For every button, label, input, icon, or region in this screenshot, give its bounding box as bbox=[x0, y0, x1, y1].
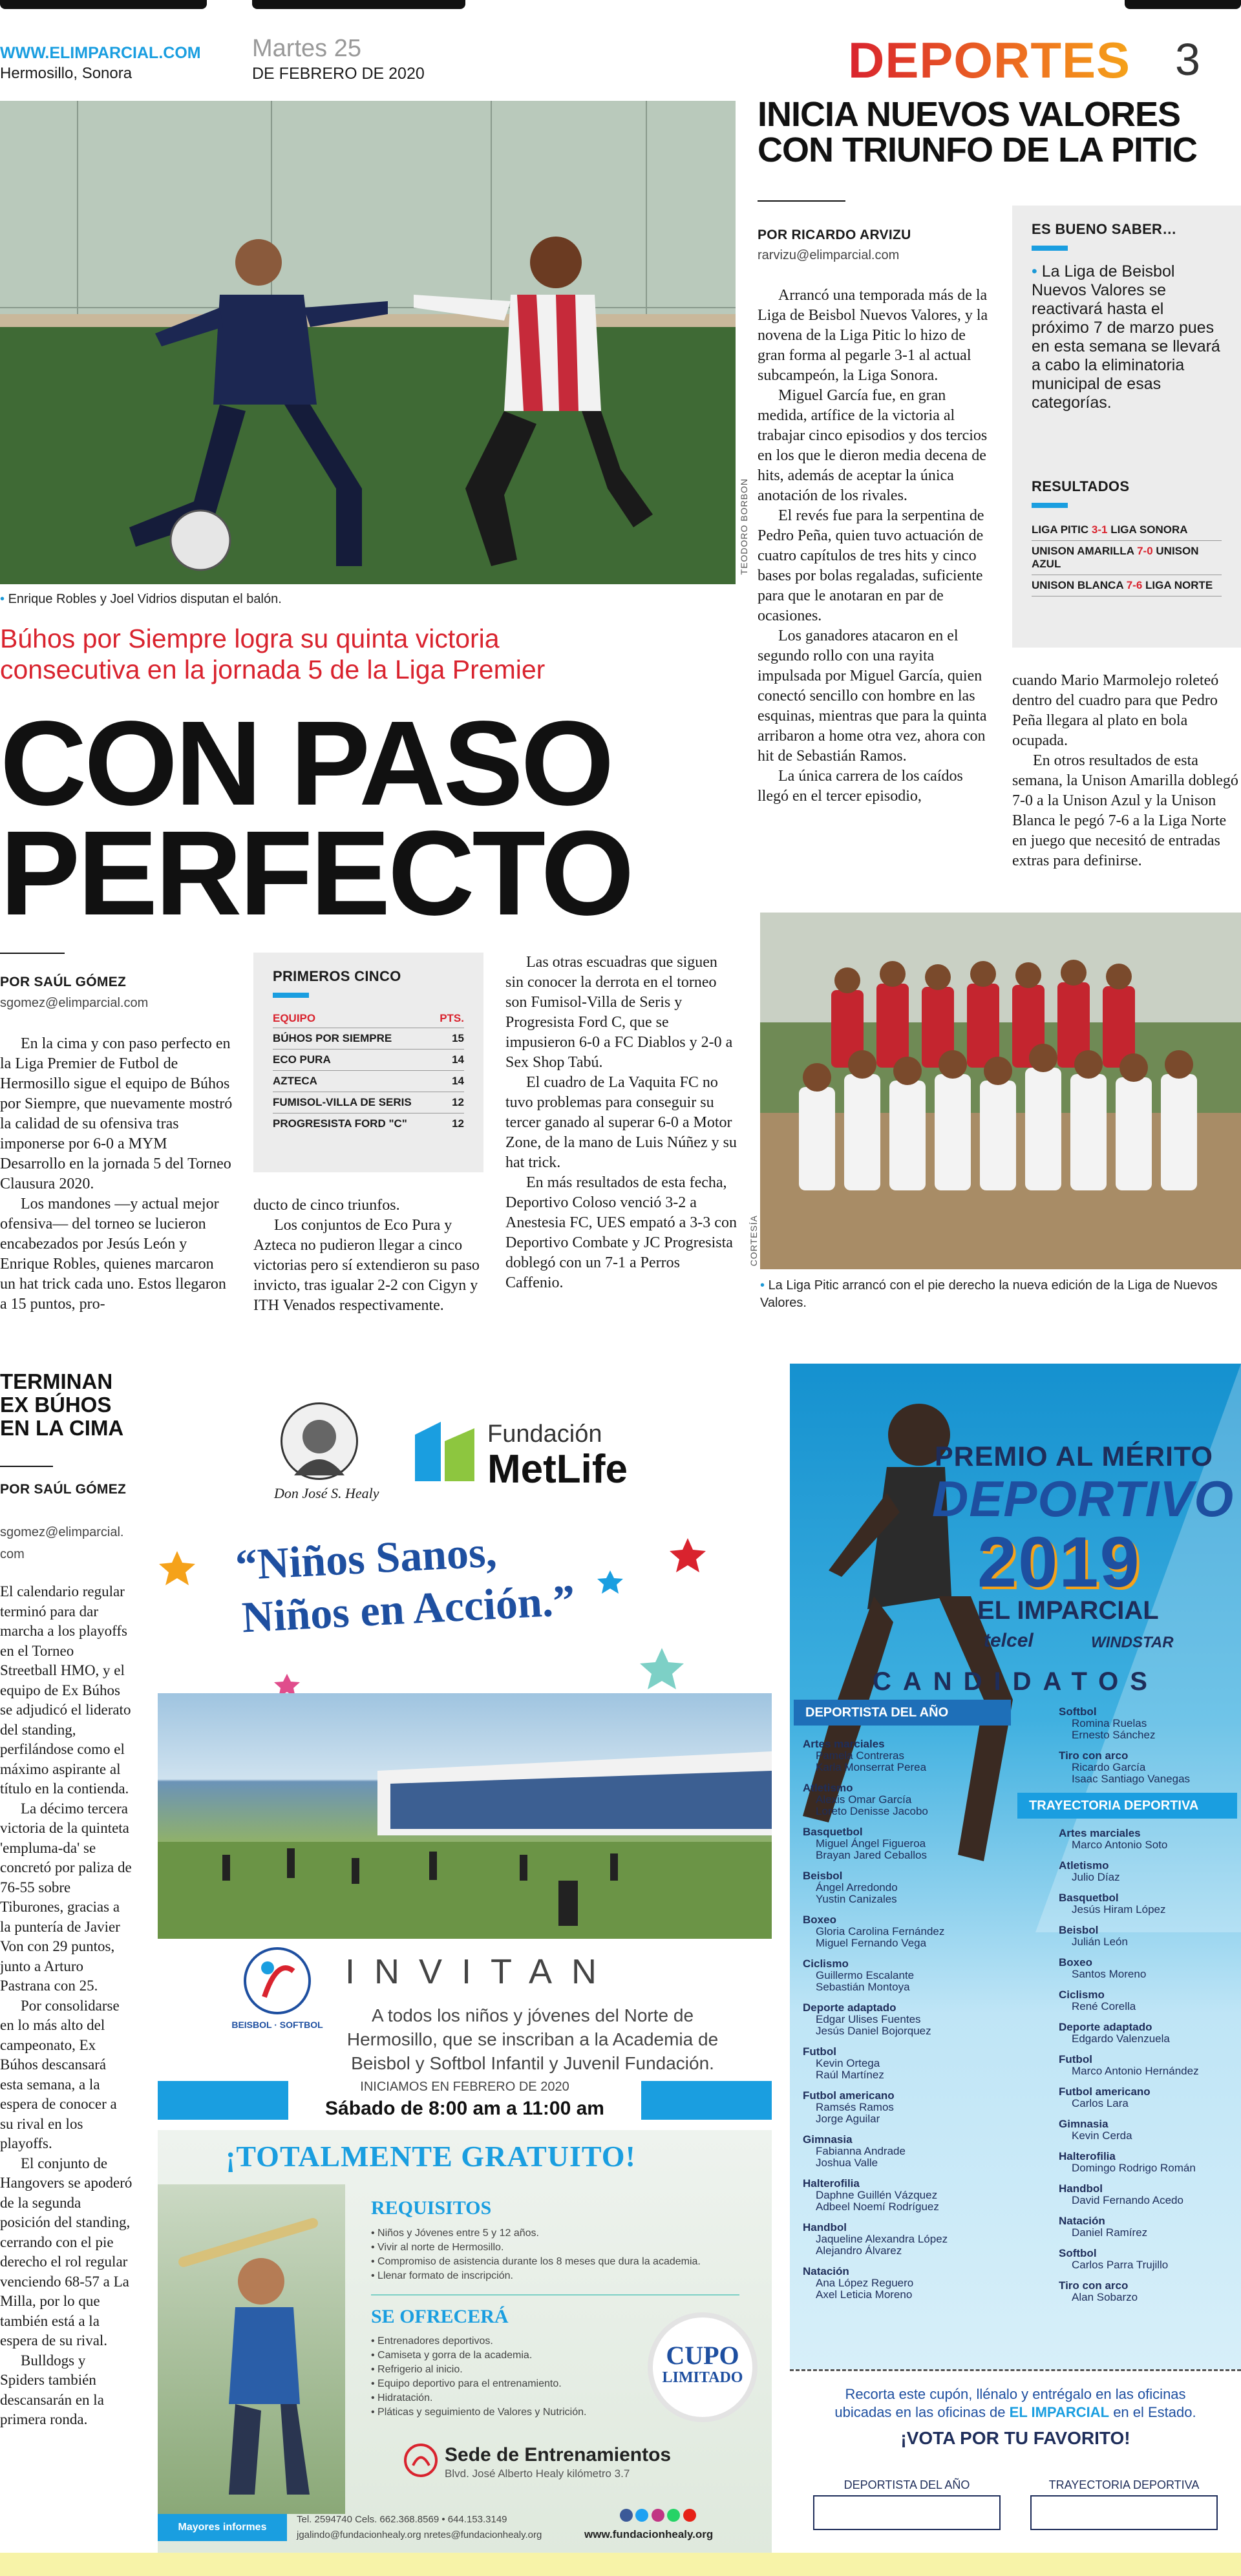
name: Daniel Ramírez bbox=[1072, 2226, 1148, 2239]
cat1-list bbox=[803, 1738, 1023, 2310]
list-item bbox=[1059, 2215, 1240, 2239]
name: Edgar Ulises Fuentes bbox=[816, 2013, 921, 2025]
right-col-1 bbox=[758, 286, 990, 807]
paragraph: Las otras escuadras que siguen sin conocer la derrota en el torneo son Fumisol-Villa de Seris y Progresista Ford C, que se impusieron 6-0 a FC Diablos y 2-0 a Sex Shop Tabú. bbox=[505, 954, 733, 1071]
stadium-photo bbox=[158, 1693, 772, 1939]
info-box-rule bbox=[1032, 246, 1068, 251]
table-row bbox=[273, 1028, 464, 1050]
team-photo-caption: • La Liga Pitic arrancó con el pie derecho la nueva edición de la Liga de Nuevos Valores. bbox=[760, 1278, 1218, 1310]
offer-item: Camiseta y gorra de la academia. bbox=[377, 2350, 533, 2361]
list-item bbox=[803, 2178, 1023, 2213]
right-rule bbox=[758, 200, 845, 202]
table-row bbox=[273, 1071, 464, 1092]
band-left bbox=[158, 2081, 288, 2120]
right-byline: POR RICARDO ARVIZU bbox=[758, 227, 911, 242]
header-day: Martes 25 bbox=[252, 35, 361, 62]
list-item bbox=[803, 2046, 1023, 2081]
sport: Basquetbol bbox=[803, 1826, 863, 1838]
soccer-photo-caption: • Enrique Robles y Joel Vidrios disputan el balón. bbox=[0, 592, 282, 606]
standings-title: PRIMEROS CINCO bbox=[273, 968, 401, 984]
offer-item: Pláticas y seguimiento de Valores y Nutrición. bbox=[377, 2407, 587, 2418]
paragraph-cont: ducto de cinco triunfos. bbox=[253, 1197, 400, 1214]
name: Daphne Guillén Vázquez bbox=[816, 2189, 938, 2201]
premio-deportivo: DEPORTIVO bbox=[932, 1470, 1234, 1527]
paragraph: Arrancó una temporada más de la Liga de Beisbol Nuevos Valores, y la novena de la Liga Pitic lo hizo de gran forma al pegarle 3-1 al actual subcampeón, la Liga Sonora. bbox=[758, 287, 988, 384]
name: Domingo Rodrigo Román bbox=[1072, 2162, 1196, 2174]
list-item bbox=[1059, 1706, 1240, 1741]
sport: Ciclismo bbox=[803, 1958, 849, 1970]
sport: Natación bbox=[803, 2265, 849, 2277]
result-row bbox=[1032, 541, 1222, 575]
cat2-header: TRAYECTORIA DEPORTIVA bbox=[1017, 1793, 1237, 1819]
name: Jorge Aguilar bbox=[816, 2113, 880, 2125]
sport: Futbol americano bbox=[803, 2089, 895, 2102]
header-site[interactable]: WWW.ELIMPARCIAL.COM bbox=[0, 44, 201, 62]
box1-field[interactable] bbox=[813, 2495, 1001, 2530]
sport: Deporte adaptado bbox=[803, 2001, 896, 2014]
list-item: • Niños y Jóvenes entre 5 y 12 años. bbox=[371, 2228, 539, 2239]
req-item: Niños y Jóvenes entre 5 y 12 años. bbox=[377, 2228, 539, 2239]
list-item bbox=[1059, 2054, 1240, 2077]
box2-field[interactable] bbox=[1030, 2495, 1218, 2530]
pts: 12 bbox=[452, 1096, 464, 1108]
req-item: Compromiso de asistencia durante los 8 meses que dura la academia. bbox=[377, 2256, 701, 2267]
table-row bbox=[273, 1050, 464, 1071]
list-item bbox=[1059, 1750, 1240, 1785]
baseball-team-photo bbox=[760, 913, 1241, 1269]
name: Adbeel Noemí Rodríguez bbox=[816, 2201, 939, 2213]
sport: Futbol bbox=[803, 2045, 836, 2058]
list-item bbox=[1059, 1925, 1240, 1948]
academy-logo bbox=[229, 1945, 326, 2055]
facebook-icon[interactable] bbox=[620, 2509, 633, 2522]
name: Jesús Daniel Bojorquez bbox=[816, 2025, 931, 2037]
name: Marco Antonio Hernández bbox=[1072, 2065, 1199, 2077]
list-item bbox=[1059, 1892, 1240, 1916]
name: Loreto Denisse Jacobo bbox=[816, 1805, 928, 1817]
sport: Boxeo bbox=[1059, 1956, 1092, 1969]
soccer-photo-credit: TEODORO BORBON bbox=[739, 478, 749, 575]
baseball-player-icon bbox=[239, 1945, 316, 2016]
caption-text: La Liga Pitic arrancó con el pie derecho la nueva edición de la Liga de Nuevos Valores. bbox=[760, 1278, 1218, 1310]
list-item bbox=[1059, 1989, 1240, 2012]
col-pts: PTS. bbox=[440, 1012, 464, 1024]
results-rule bbox=[1032, 503, 1068, 508]
list-item bbox=[1059, 2183, 1240, 2206]
name: Carlos Parra Trujillo bbox=[1072, 2259, 1169, 2271]
paragraph: En más resultados de esta fecha, Deportivo Coloso venció 3-2 a Anestesia FC, UES empató a 3-3 con Deportivo Combate y JC Progresista doblegó con un 7-1 a Perros Caffenio. bbox=[505, 1174, 737, 1291]
name: Kevin Ortega bbox=[816, 2057, 880, 2069]
list-item: • Refrigerio al inicio. bbox=[371, 2364, 463, 2375]
right-headline: INICIA NUEVOS VALORES CON TRIUNFO DE LA PITIC bbox=[758, 95, 1197, 169]
name: Pamela Contreras bbox=[816, 1749, 905, 1762]
name: Romina Ruelas bbox=[1072, 1717, 1147, 1729]
team-a: LIGA PITIC bbox=[1032, 523, 1089, 536]
team-a: UNISON BLANCA bbox=[1032, 579, 1123, 591]
page-number: 3 bbox=[1175, 34, 1200, 85]
team: PROGRESISTA FORD "C" bbox=[273, 1117, 407, 1130]
cat1-cont-list bbox=[1059, 1706, 1240, 1794]
list-item bbox=[1059, 1957, 1240, 1980]
paragraph: Miguel García fue, en gran medida, artífice de la victoria al trabajar cinco episodios y dos tercios en los que le dieron media decena de hits, además de aceptar la única anotación de los rivales. bbox=[758, 387, 988, 504]
name: Miguel Fernando Vega bbox=[816, 1937, 927, 1949]
sede-logo-icon bbox=[403, 2443, 438, 2478]
req-item: Vivir al norte de Hermosillo. bbox=[377, 2242, 504, 2253]
premio-ad bbox=[790, 1364, 1241, 2545]
web-url[interactable]: www.fundacionhealy.org bbox=[584, 2528, 714, 2540]
coupon-text bbox=[790, 2371, 1241, 2422]
info-box-title: ES BUENO SABER… bbox=[1032, 221, 1177, 237]
list-item bbox=[803, 1782, 1023, 1817]
list-item bbox=[1059, 2118, 1240, 2142]
list-item: • Llenar formato de inscripción. bbox=[371, 2270, 513, 2281]
list-item bbox=[803, 2134, 1023, 2169]
result-row bbox=[1032, 520, 1222, 541]
name: Alejandro Álvarez bbox=[816, 2244, 902, 2257]
name: Miguel Ángel Figueroa bbox=[816, 1837, 926, 1850]
whatsapp-icon[interactable] bbox=[667, 2509, 680, 2522]
name: Axel Leticia Moreno bbox=[816, 2288, 913, 2301]
name: Jesús Hiram López bbox=[1072, 1903, 1166, 1916]
list-item bbox=[1059, 2151, 1240, 2174]
team: FUMISOL-VILLA DE SERIS bbox=[273, 1096, 412, 1108]
table-row bbox=[273, 1092, 464, 1114]
brief-headline: TERMINAN EX BÚHOS EN LA CIMA bbox=[0, 1369, 124, 1440]
fundacion-ad bbox=[158, 1364, 772, 2553]
pts: 12 bbox=[452, 1117, 464, 1130]
sport: Gimnasia bbox=[803, 2133, 853, 2146]
free-text: ¡TOTALMENTE GRATUITO! bbox=[226, 2140, 636, 2173]
col-team: EQUIPO bbox=[273, 1012, 316, 1024]
paragraph-cont: cuando Mario Marmolejo roleteó dentro del cuadro para que Pedro Peña llegara al plato en bola ocupada. bbox=[1012, 672, 1219, 749]
req-item: Llenar formato de inscripción. bbox=[377, 2270, 513, 2281]
premio-title: PREMIO AL MÉRITO bbox=[935, 1441, 1213, 1472]
sport: Artes marciales bbox=[803, 1738, 885, 1750]
offer-item: Equipo deportivo para el entrenamiento. bbox=[377, 2378, 562, 2389]
sport: Handbol bbox=[803, 2221, 847, 2233]
paragraph: Los ganadores atacaron en el segundo rollo con una rayita impulsada por Miguel García, quien conectó sencillo con hombre en las esquinas, mientras que para la quinta arribaron a home otra vez, ahora con hit de Sebastián Ramos. bbox=[758, 628, 987, 765]
left-col-2 bbox=[253, 1196, 483, 1316]
info-button[interactable]: Mayores informes bbox=[158, 2514, 287, 2541]
left-byline: POR SAÚL GÓMEZ bbox=[0, 975, 127, 989]
paragraph: El revés fue para la serpentina de Pedro Peña, quien tuvo actuación de cuatro capítulos de tres hits y cinco bases por bolas regaladas, suficiente para que le anotaran en par de ocasiones. bbox=[758, 507, 984, 624]
academy-logo-text: BEISBOL · SOFTBOL bbox=[231, 2020, 323, 2030]
info-box bbox=[1012, 206, 1241, 490]
standings-header bbox=[273, 1009, 464, 1028]
results-box bbox=[1012, 467, 1241, 648]
name: Santos Moreno bbox=[1072, 1968, 1147, 1980]
team-b: UNISON AZUL bbox=[1032, 545, 1199, 570]
list-item bbox=[1059, 1860, 1240, 1883]
info-box-text: • La Liga de Beisbol Nuevos Valores se reactivará hasta el próximo 7 de marzo pues en esta semana se llevará a cabo la eliminatoria municipal de esas categorías. bbox=[1032, 262, 1220, 412]
right-email[interactable]: rarvizu@elimparcial.com bbox=[758, 248, 900, 262]
founder-portrait-icon bbox=[282, 1404, 356, 1478]
healy-name: Don José S. Healy bbox=[274, 1485, 379, 1501]
sport: Beisbol bbox=[803, 1870, 843, 1882]
top-bar-mid bbox=[252, 0, 465, 9]
name: Ángel Arredondo bbox=[816, 1881, 898, 1894]
name: Ana López Reguero bbox=[816, 2277, 914, 2289]
band-right bbox=[641, 2081, 772, 2120]
standings-table bbox=[273, 1009, 464, 1134]
team-a: UNISON AMARILLA bbox=[1032, 545, 1134, 557]
header-city: Hermosillo, Sonora bbox=[0, 65, 133, 82]
name: Julián León bbox=[1072, 1936, 1128, 1948]
sport: Beisbol bbox=[1059, 1924, 1099, 1936]
metlife-name: MetLife bbox=[487, 1447, 628, 1492]
result-row bbox=[1032, 575, 1222, 596]
name: Raúl Martínez bbox=[816, 2069, 884, 2081]
sponsor-windstar: WINDSTAR bbox=[1091, 1634, 1174, 1651]
twitter-icon[interactable] bbox=[635, 2509, 648, 2522]
list-item bbox=[803, 1958, 1023, 1993]
premio-brand: EL IMPARCIAL bbox=[977, 1596, 1159, 1625]
list-item bbox=[1059, 2280, 1240, 2303]
standings-rule bbox=[273, 993, 309, 998]
name: Ramsés Ramos bbox=[816, 2101, 894, 2113]
offer-list bbox=[371, 2334, 642, 2420]
contact-tel[interactable]: Tel. 2594740 Cels. 662.368.8569 • 644.153.3149 bbox=[297, 2514, 507, 2525]
cupo-1: CUPO bbox=[666, 2341, 739, 2370]
invitan: INVITAN bbox=[345, 1952, 617, 1991]
sport: Softbol bbox=[1059, 2247, 1097, 2259]
box2-label: TRAYECTORIA DEPORTIVA bbox=[1048, 2478, 1200, 2491]
healy-logo bbox=[281, 1402, 358, 1480]
paragraph: La única carrera de los caídos llegó en el tercer episodio, bbox=[758, 768, 963, 805]
offer-title: SE OFRECERÁ bbox=[371, 2306, 509, 2327]
vote-text: ¡VOTA POR TU FAVORITO! bbox=[900, 2428, 1130, 2448]
sport: Futbol americano bbox=[1059, 2085, 1151, 2098]
sport: Halterofilia bbox=[803, 2177, 860, 2190]
left-email[interactable]: sgomez@elimparcial.com bbox=[0, 996, 149, 1010]
name: Fabianna Andrade bbox=[816, 2145, 906, 2157]
score: 7-0 bbox=[1137, 545, 1153, 557]
coupon-text-2: en el Estado. bbox=[1109, 2404, 1196, 2420]
list-item bbox=[1059, 2248, 1240, 2271]
pts: 14 bbox=[452, 1053, 464, 1066]
list-item bbox=[1059, 2022, 1240, 2045]
req-list bbox=[371, 2226, 759, 2283]
sport: Atletismo bbox=[1059, 1859, 1109, 1872]
paragraph: Los conjuntos de Eco Pura y Azteca no pudieron llegar a cinco victorias pero sí extendieron su paso invicto, tras igualar 2-2 con Cigyn y ITH Venados respectivamente. bbox=[253, 1217, 480, 1314]
brief-body bbox=[0, 1582, 133, 2430]
list-item bbox=[803, 1870, 1023, 1905]
team: ECO PURA bbox=[273, 1053, 331, 1066]
name: Ricardo García bbox=[1072, 1761, 1146, 1773]
standings-box bbox=[253, 953, 483, 1172]
sport: Futbol bbox=[1059, 2053, 1092, 2065]
pts: 15 bbox=[452, 1032, 464, 1044]
name: Joshua Valle bbox=[816, 2157, 878, 2169]
paragraph: Por consolidarse en lo más alto del campeonato, Ex Búhos descansará esta semana, a la espera de conocer a su rival en los playoffs. bbox=[0, 1997, 120, 2151]
score: 7-6 bbox=[1126, 579, 1143, 591]
name: Isaac Santiago Vanegas bbox=[1072, 1773, 1191, 1785]
pts: 14 bbox=[452, 1075, 464, 1087]
name: Gloria Carolina Fernández bbox=[816, 1925, 945, 1937]
ad1-title-1: “Niños Sanos, bbox=[234, 1526, 498, 1590]
social-icons bbox=[620, 2509, 696, 2525]
kid-batter-photo bbox=[158, 2184, 345, 2514]
name: Edgardo Valenzuela bbox=[1072, 2032, 1170, 2045]
name: Brayan Jared Ceballos bbox=[816, 1849, 927, 1861]
list-item: • Pláticas y seguimiento de Valores y Nutrición. bbox=[371, 2407, 587, 2418]
paragraph: La décimo tercera victoria de la quinteta 'empluma-da' se concretó por paliza de 76-55 sobre Tiburones, gracias a la puntería de Javier Von con 29 puntos, junto a Arturo Pastrana con 25. bbox=[0, 1800, 132, 1994]
cat1-header: DEPORTISTA DEL AÑO bbox=[794, 1700, 1011, 1726]
schedule-text: Sábado de 8:00 am a 11:00 am bbox=[325, 2098, 604, 2119]
candidatos-title: CANDIDATOS bbox=[873, 1667, 1159, 1696]
sport: Ciclismo bbox=[1059, 1989, 1105, 2001]
paragraph: En la cima y con paso perfecto en la Liga Premier de Futbol de Hermosillo sigue el equipo de Búhos por Siempre, que nuevamente mostró la calidad de su ofensiva tras imponerse por 6-0 a MYM Desarrollo en la jornada 5 del Torneo Clausura 2020. bbox=[0, 1035, 233, 1192]
sede-addr: Blvd. José Alberto Healy kilómetro 3.7 bbox=[445, 2467, 630, 2480]
list-item: • Equipo deportivo para el entrenamiento. bbox=[371, 2378, 562, 2389]
name: David Fernando Acedo bbox=[1072, 2194, 1183, 2206]
sport: Natación bbox=[1059, 2215, 1105, 2227]
confetti-stars bbox=[158, 1532, 772, 1700]
list-item: • Vivir al norte de Hermosillo. bbox=[371, 2242, 504, 2253]
premio-year: 2019 bbox=[977, 1523, 1141, 1602]
paragraph: En otros resultados de esta semana, la Unison Amarilla doblegó 7-0 a la Unison Azul y la Unison Blanca le pegó 7-6 a la Liga Norte en juego que necesitó de entradas extras para definirse. bbox=[1012, 752, 1238, 869]
paragraph: Los mandones —y actual mejor ofensiva— del torneo se lucieron encabezados por Jesús León y Enrique Robles, quienes marcaron un hat trick cada uno. Estos llegaron a 15 puntos, pro- bbox=[0, 1196, 226, 1313]
sede-title: Sede de Entrenamientos bbox=[445, 2444, 672, 2465]
req-rule bbox=[371, 2294, 739, 2296]
team: AZTECA bbox=[273, 1075, 317, 1087]
contact-emails[interactable]: jgalindo@fundacionhealy.org nretes@fundacionhealy.org bbox=[297, 2529, 542, 2540]
list-item: • Camiseta y gorra de la academia. bbox=[371, 2350, 533, 2361]
invite-text: A todos los niños y jóvenes del Norte de Hermosillo, que se inscriban a la Academia de Beisbol y Softbol Infantil y Juvenil Fundación. bbox=[346, 2005, 719, 2073]
name: Julio Díaz bbox=[1072, 1871, 1120, 1883]
sport: Softbol bbox=[1059, 1705, 1097, 1718]
brief-rule bbox=[0, 1466, 53, 1467]
paragraph: Bulldogs y Spiders también descansarán en la primera ronda. bbox=[0, 2352, 104, 2427]
results-title: RESULTADOS bbox=[1032, 478, 1130, 494]
team-scene bbox=[760, 913, 1241, 1269]
sport: Basquetbol bbox=[1059, 1892, 1119, 1904]
team-b: LIGA SONORA bbox=[1110, 523, 1188, 536]
list-item bbox=[1059, 1828, 1240, 1851]
name: Marco Antonio Soto bbox=[1072, 1839, 1168, 1851]
paragraph: El calendario regular terminó para dar marcha a los playoffs en el Torneo Streetball HMO, y el equipo de Ex Búhos se adjudicó el liderato del standing, perfilándose como el máximo aspirante al título en la contienda. bbox=[0, 1583, 131, 1797]
sport: Halterofilia bbox=[1059, 2150, 1116, 2162]
kid-batter bbox=[158, 2184, 345, 2514]
top-bar-left bbox=[0, 0, 207, 9]
headline-line-1: CON PASO bbox=[0, 697, 612, 830]
youtube-icon[interactable] bbox=[683, 2509, 696, 2522]
name: Ernesto Sánchez bbox=[1072, 1729, 1156, 1741]
paragraph: El conjunto de Hangovers se apoderó de la segunda posición del standing, cerrando con el pie derecho el rol regular venciendo 68-57 a La Milla, por lo que también está a la espera de su rival. bbox=[0, 2155, 133, 2349]
cupo-badge bbox=[648, 2312, 758, 2422]
brief-email[interactable]: sgomez@elimparcial.com bbox=[0, 1525, 124, 1561]
info-text: La Liga de Beisbol Nuevos Valores se reactivará hasta el próximo 7 de marzo pues en esta semana se llevará a cabo la eliminatoria municipal de esas categorías. bbox=[1032, 262, 1220, 412]
top-bar-right bbox=[1125, 0, 1241, 9]
list-item: • Hidratación. bbox=[371, 2392, 433, 2403]
start-text: INICIAMOS EN FEBRERO DE 2020 bbox=[360, 2080, 569, 2094]
sponsor-telcel: telcel bbox=[984, 1630, 1034, 1651]
soccer-photo bbox=[0, 101, 736, 584]
team-b: LIGA NORTE bbox=[1145, 579, 1213, 591]
coupon[interactable] bbox=[790, 2369, 1241, 2545]
section-title: DEPORTES bbox=[848, 32, 1131, 89]
headline-line-2: PERFECTO bbox=[0, 807, 632, 940]
sport: Tiro con arco bbox=[1059, 1749, 1129, 1762]
left-col-3 bbox=[505, 953, 738, 1293]
sport: Gimnasia bbox=[1059, 2118, 1108, 2130]
list-item bbox=[803, 2222, 1023, 2257]
header-date: DE FEBRERO DE 2020 bbox=[252, 65, 425, 83]
list-item bbox=[803, 1738, 1023, 1773]
metlife-top: Fundación bbox=[487, 1420, 602, 1448]
list-item: • Entrenadores deportivos. bbox=[371, 2336, 493, 2347]
caption-text: Enrique Robles y Joel Vidrios disputan el balón. bbox=[8, 592, 282, 606]
left-kicker: Búhos por Siempre logra su quinta victoria consecutiva en la jornada 5 de la Liga Premier bbox=[0, 624, 546, 684]
brief-byline: POR SAÚL GÓMEZ bbox=[0, 1482, 127, 1497]
name: Kevin Cerda bbox=[1072, 2129, 1132, 2142]
sport: Artes marciales bbox=[1059, 1827, 1141, 1839]
name: René Corella bbox=[1072, 2000, 1136, 2012]
offer-item: Refrigerio al inicio. bbox=[377, 2364, 463, 2375]
name: Guillermo Escalante bbox=[816, 1969, 915, 1981]
cupo-2: LIMITADO bbox=[662, 2369, 743, 2386]
name: Yustin Canizales bbox=[816, 1893, 897, 1905]
score: 3-1 bbox=[1091, 523, 1108, 536]
ad1-title-2: Niños en Acción.” bbox=[240, 1575, 577, 1642]
sport: Tiro con arco bbox=[1059, 2279, 1129, 2292]
sport: Boxeo bbox=[803, 1914, 836, 1926]
name: Alexis Omar García bbox=[816, 1793, 912, 1806]
offer-item: Entrenadores deportivos. bbox=[377, 2336, 493, 2347]
coupon-brand: EL IMPARCIAL bbox=[1009, 2404, 1110, 2420]
paragraph: El cuadro de La Vaquita FC no tuvo problemas para conseguir su tercer ganado al superar 6-0 a Motor Zone, de la mano de Luis Núñez y su hat trick. bbox=[505, 1074, 737, 1171]
name: Jaqueline Alexandra López bbox=[816, 2233, 948, 2245]
metlife-squares-icon bbox=[415, 1422, 474, 1481]
sport: Deporte adaptado bbox=[1059, 2021, 1152, 2033]
sport: Atletismo bbox=[803, 1782, 853, 1794]
table-row bbox=[273, 1114, 464, 1135]
offer-item: Hidratación. bbox=[377, 2392, 433, 2403]
list-item bbox=[803, 2002, 1023, 2037]
team: BÚHOS POR SIEMPRE bbox=[273, 1032, 392, 1044]
list-item bbox=[1059, 2086, 1240, 2109]
list-item bbox=[803, 1914, 1023, 1949]
soccer-scene bbox=[0, 101, 736, 584]
name: Sebastián Montoya bbox=[816, 1981, 910, 1993]
instagram-icon[interactable] bbox=[652, 2509, 664, 2522]
list-item bbox=[803, 2266, 1023, 2301]
list-item bbox=[803, 1826, 1023, 1861]
left-col-1 bbox=[0, 1034, 233, 1314]
list-item bbox=[803, 2090, 1023, 2125]
left-rule bbox=[0, 953, 65, 954]
list-item: • Compromiso de asistencia durante los 8 meses que dura la academia. bbox=[371, 2256, 701, 2267]
name: Karla Monserrat Perea bbox=[816, 1761, 927, 1773]
sport: Handbol bbox=[1059, 2182, 1103, 2195]
right-col-2 bbox=[1012, 671, 1241, 871]
req-title: REQUISITOS bbox=[371, 2197, 492, 2219]
name: Carlos Lara bbox=[1072, 2097, 1129, 2109]
name: Alan Sobarzo bbox=[1072, 2291, 1138, 2303]
cat2-list bbox=[1059, 1828, 1240, 2312]
bottom-strip bbox=[0, 2553, 1241, 2576]
coupon-text-1: Recorta este cupón, llénalo y entrégalo en las oficinas ubicadas en las oficinas de bbox=[834, 2386, 1186, 2420]
box1-label: DEPORTISTA DEL AÑO bbox=[843, 2478, 970, 2491]
team-photo-credit: CORTESÍA bbox=[748, 1215, 759, 1267]
